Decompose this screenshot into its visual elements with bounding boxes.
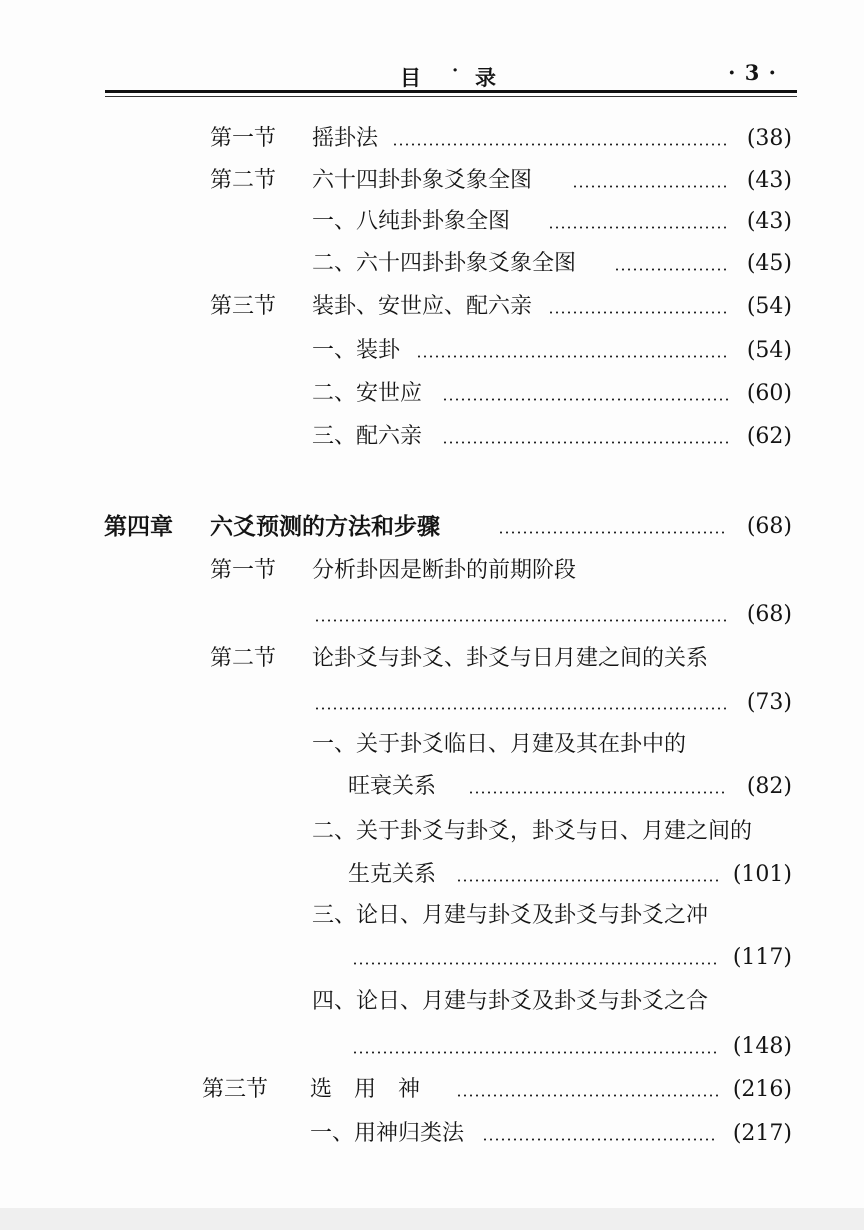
toc-entry-title: 三、论日、月建与卦爻及卦爻与卦爻之冲 — [312, 903, 709, 928]
toc-section-label: 第一节 — [210, 126, 277, 151]
toc-leader-dots — [468, 791, 728, 794]
toc-leader-dots — [498, 531, 728, 534]
toc-entry — [348, 858, 792, 892]
viewer-bottom-band — [0, 1208, 864, 1230]
toc-entry — [312, 205, 792, 239]
toc-entry-title: 三、配六亲 — [312, 424, 423, 449]
toc-section-label: 第二节 — [210, 168, 277, 193]
header-page-number: · 3 · — [728, 60, 777, 85]
toc-leader-dots — [442, 441, 728, 444]
toc-entry — [312, 985, 792, 1019]
toc-page-number: (82) — [746, 774, 792, 799]
toc-entry-title: 二、关于卦爻与卦爻，卦爻与日、月建之间的 — [312, 819, 753, 844]
header-rule-thin — [105, 96, 797, 97]
toc-page-number: (60) — [746, 381, 792, 406]
toc-entry-title: 摇卦法 — [312, 126, 379, 151]
toc-entry — [310, 1117, 792, 1151]
toc-entry — [210, 642, 792, 676]
toc-entry-continuation — [348, 941, 792, 975]
toc-page-number: (43) — [746, 209, 792, 234]
toc-entry — [210, 164, 792, 198]
toc-leader-dots — [456, 1094, 718, 1097]
toc-page-number: (216) — [732, 1077, 792, 1102]
toc-entry-title: 二、安世应 — [312, 381, 423, 406]
toc-entry — [210, 554, 792, 588]
toc-leader-dots — [352, 962, 718, 965]
toc-leader-dots — [392, 143, 728, 146]
toc-entry-title: 旺衰关系 — [348, 774, 437, 799]
toc-entry-title: 二、六十四卦卦象爻象全图 — [312, 251, 577, 276]
toc-entry — [312, 899, 792, 933]
toc-page-number: (101) — [732, 862, 792, 887]
toc-page-number: (68) — [746, 602, 792, 627]
toc-section-label: 第三节 — [210, 294, 277, 319]
toc-entry — [312, 420, 792, 454]
toc-page-number: (38) — [746, 126, 792, 151]
toc-entry-continuation — [312, 686, 792, 720]
toc-entry-title: 四、论日、月建与卦爻及卦爻与卦爻之合 — [312, 989, 709, 1014]
toc-entry-title: 一、用神归类法 — [310, 1121, 465, 1146]
header-title-right: 录 — [475, 65, 496, 90]
header-title-left: 目 — [400, 65, 421, 90]
header-rule-thick — [105, 90, 797, 93]
toc-leader-dots — [442, 398, 728, 401]
toc-leader-dots — [456, 879, 718, 882]
toc-leader-dots — [548, 311, 728, 314]
toc-leader-dots — [482, 1138, 718, 1141]
toc-section-label: 第三节 — [202, 1077, 269, 1102]
toc-page-number: (117) — [732, 945, 792, 970]
toc-entry — [312, 334, 792, 368]
toc-entry — [202, 1073, 792, 1107]
toc-page-number: (54) — [746, 338, 792, 363]
toc-entry-title: 装卦、安世应、配六亲 — [312, 294, 533, 319]
toc-page-number: (62) — [746, 424, 792, 449]
toc-entry — [348, 770, 792, 804]
toc-entry — [312, 728, 792, 762]
toc-entry-title: 一、装卦 — [312, 338, 401, 363]
toc-leader-dots — [314, 619, 728, 622]
toc-entry-continuation — [348, 1030, 792, 1064]
toc-page-number: (43) — [746, 168, 792, 193]
toc-page-number: (68) — [746, 514, 792, 539]
toc-section-label: 第一节 — [210, 558, 277, 583]
toc-leader-dots — [352, 1051, 718, 1054]
toc-entry — [210, 290, 792, 324]
toc-entry-title: 选 用 神 — [310, 1077, 421, 1102]
toc-entry-title: 分析卦因是断卦的前期阶段 — [312, 558, 577, 583]
toc-page-number: (148) — [732, 1034, 792, 1059]
toc-entry-title: 一、关于卦爻临日、月建及其在卦中的 — [312, 732, 687, 757]
toc-page-number: (73) — [746, 690, 792, 715]
toc-chapter-entry — [104, 510, 792, 544]
toc-entry-title: 六十四卦卦象爻象全图 — [312, 168, 533, 193]
toc-leader-dots — [614, 268, 728, 271]
toc-chapter-label: 第四章 — [104, 513, 173, 540]
toc-section-label: 第二节 — [210, 646, 277, 671]
toc-page-number: (45) — [746, 251, 792, 276]
header-title-dot: · — [452, 60, 459, 81]
toc-chapter-title: 六爻预测的方法和步骤 — [210, 513, 440, 540]
toc-entry-title: 论卦爻与卦爻、卦爻与日月建之间的关系 — [312, 646, 709, 671]
toc-entry — [312, 377, 792, 411]
toc-entry-title: 生克关系 — [348, 862, 437, 887]
toc-entry — [210, 122, 792, 156]
toc-entry-title: 一、八纯卦卦象全图 — [312, 209, 511, 234]
toc-entry — [312, 247, 792, 281]
toc-page-number: (54) — [746, 294, 792, 319]
page-header — [105, 56, 797, 100]
toc-leader-dots — [314, 707, 728, 710]
toc-entry-continuation — [312, 598, 792, 632]
toc-leader-dots — [548, 226, 728, 229]
toc-leader-dots — [572, 185, 728, 188]
toc-leader-dots — [416, 355, 728, 358]
toc-page-number: (217) — [732, 1121, 792, 1146]
toc-entry — [312, 815, 792, 849]
